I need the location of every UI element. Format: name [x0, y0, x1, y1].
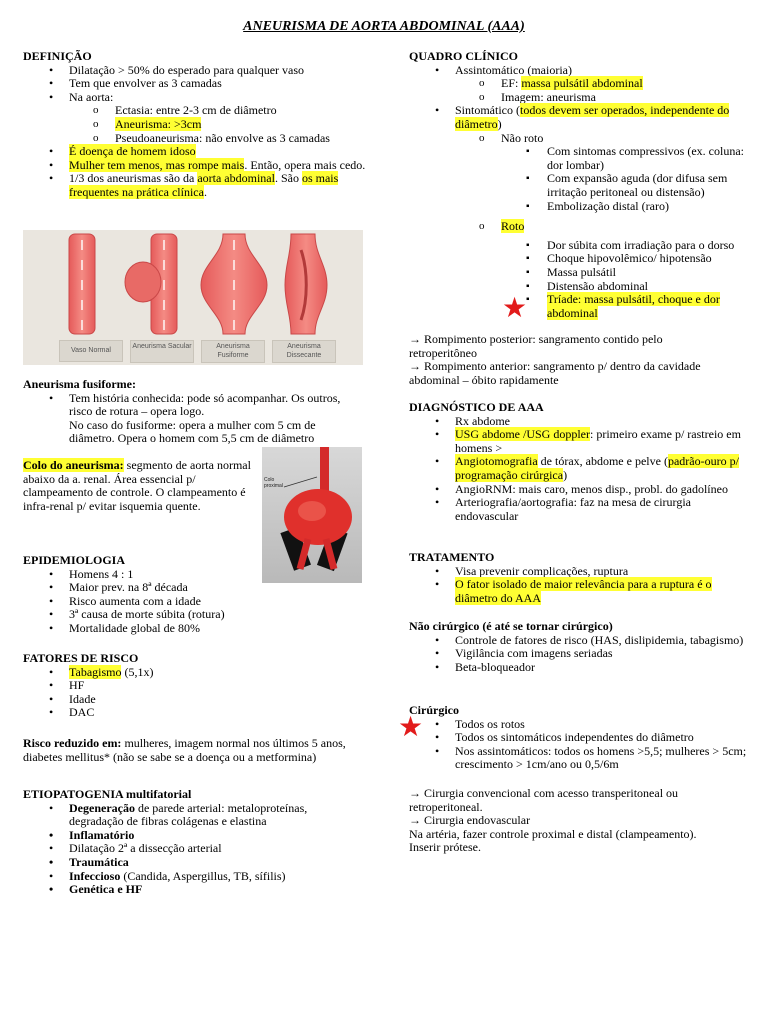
list-item: ▪ Embolização distal (raro) — [409, 200, 749, 214]
list-item: o Imagem: aneurisma — [409, 91, 749, 105]
list-item — [409, 220, 749, 234]
fatores-heading: FATORES DE RISCO — [23, 651, 139, 665]
figure-label: Aneurisma Sacular — [130, 340, 194, 363]
list-item: • Maior prev. na 8ª década — [23, 581, 363, 595]
risco-paragraph: Risco reduzido em: mulheres, imagem normal nos últimos 5 anos, diabetes mellitus* (não se sabe se a doença ou a metformina) — [23, 736, 346, 764]
list-item: • Traumática — [23, 856, 363, 870]
highlight: Tríade: massa pulsátil, choque e dor abdominal — [547, 292, 720, 320]
list-item: • Genética e HF — [23, 883, 363, 897]
list-item: • 3ª causa de morte súbita (rotura) — [23, 608, 363, 622]
rompimento-notes — [409, 333, 729, 387]
fatores-section — [23, 652, 363, 720]
list-item: • 1/3 dos aneurismas são da aorta abdominal. São os mais frequentes na prática clínica. — [23, 172, 368, 199]
colo-label: Colo do aneurisma: — [23, 458, 124, 472]
list-item: o EF: massa pulsátil abdominal — [409, 77, 749, 91]
list-item: • Visa prevenir complicações, ruptura — [409, 565, 749, 579]
list-item: • Mulher tem menos, mas rompe mais. Então, opera mais cedo. — [23, 159, 368, 173]
list-item: • Inflamatório — [23, 829, 363, 843]
list-item: • AngioRNM: mais caro, menos disp., probl. do gadolíneo — [409, 483, 749, 497]
diagnostico-heading: DIAGNÓSTICO DE AAA — [409, 400, 544, 414]
etio-heading: ETIOPATOGENIA multifatorial — [23, 787, 192, 801]
vessel-saccular — [125, 234, 177, 334]
rompimento-anterior: → Rompimento anterior: sangramento p/ dentro da cavidade abdominal – óbito rapidamente — [409, 359, 701, 387]
list-item: • Dilatação 2ª a dissecção arterial — [23, 842, 363, 856]
colo-paragraph: Colo do aneurisma: segmento de aorta normal abaixo da a. renal. Área essencial p/ clampeamento de controle. O clampeamento é infra-renal p/ evitar isquemia quente. — [23, 458, 251, 513]
list-item: • Homens 4 : 1 — [23, 568, 363, 582]
aneurysm-types-figure — [23, 230, 363, 365]
highlight: padrão-ouro p/ programação cirúrgica — [455, 454, 739, 482]
cirurgico-heading: Cirúrgico — [409, 703, 459, 717]
highlight: Roto — [501, 219, 525, 234]
star-icon: ★ — [398, 712, 424, 743]
diagnostico-section — [409, 401, 749, 523]
list-item: • Tabagismo (5,1x) — [23, 666, 363, 680]
list-item: • DAC — [23, 706, 363, 720]
list-item: • Sintomático (todos devem ser operados, independente do diâmetro) — [409, 104, 749, 131]
tratamento-heading: TRATAMENTO — [409, 550, 495, 564]
list-item: • Todos os rotos — [409, 718, 749, 732]
star-icon: ★ — [502, 293, 528, 324]
figure-label: Vaso Normal — [59, 340, 123, 362]
list-item — [23, 118, 368, 132]
list-item: • É doença de homem idoso — [23, 145, 368, 159]
highlight: USG abdome /USG doppler — [455, 427, 590, 442]
list-item: • Mortalidade global de 80% — [23, 622, 363, 636]
list-item: • Arteriografia/aortografia: faz na mesa de cirurgia endovascular — [409, 496, 749, 523]
definicao-heading: DEFINIÇÃO — [23, 49, 92, 63]
list-item: • Degeneração de parede arterial: metaloproteínas, degradação de fibras colágenas e elastina — [23, 802, 363, 829]
list-item: • Infeccioso (Candida, Aspergillus, TB, sífilis) — [23, 870, 363, 884]
figure-label: Aneurisma Fusiforme — [201, 340, 265, 363]
figure-label: Aneurisma Dissecante — [272, 340, 336, 363]
list-item: • Nos assintomáticos: todos os homens >5,5; mulheres > 5cm; crescimento > 1cm/ano ou 0,5/6m — [409, 745, 749, 772]
highlight: Aneurisma: >3cm — [115, 116, 202, 131]
quadro-section — [409, 50, 749, 320]
risco-label: Risco reduzido em: — [23, 736, 122, 750]
highlight: Mulher tem menos, mas rompe mais — [69, 157, 245, 172]
list-item: ▪ Com expansão aguda (dor difusa sem irritação peritoneal ou distensão) — [409, 172, 749, 199]
definicao-section — [23, 50, 368, 200]
highlight: aorta abdominal — [197, 171, 275, 186]
list-item: • Rx abdome — [409, 415, 749, 429]
list-item: ▪ Dor súbita com irradiação para o dorso — [409, 239, 749, 253]
nao-cirurgico-section — [409, 620, 749, 674]
list-item: • HF — [23, 679, 363, 693]
list-item: ▪ Distensão abdominal — [409, 280, 749, 294]
list-item: o Pseudoaneurisma: não envolve as 3 camadas — [23, 132, 368, 146]
list-item: ▪ Massa pulsátil — [409, 266, 749, 280]
list-item: ▪ Com sintomas compressivos (ex. coluna: dor lombar) — [409, 145, 749, 172]
highlight: os mais frequentes na prática clínica — [69, 171, 339, 199]
list-item — [409, 578, 749, 605]
list-item: o Não roto — [409, 132, 749, 146]
highlight: massa pulsátil abdominal — [521, 76, 643, 91]
list-item: • Risco aumenta com a idade — [23, 595, 363, 609]
list-item: • Dilatação > 50% do esperado para qualquer vaso — [23, 64, 368, 78]
highlight: Angiotomografia — [455, 454, 538, 469]
tratamento-section — [409, 551, 749, 605]
list-item: • Tem história conhecida: pode só acompanhar. Os outros, risco de rotura – opera logo. No caso do fusiforme: opera a mulher com 5 cm de diâmetro. Opera o homem com 5,5 cm de diâmetro — [23, 392, 363, 446]
nao-cirurgico-heading: Não cirúrgico (é até se tornar cirúrgico) — [409, 619, 613, 633]
vessel-normal — [69, 234, 95, 334]
vessel-dissecting — [285, 234, 327, 334]
epidemiologia-heading: EPIDEMIOLOGIA — [23, 553, 126, 567]
epidemiologia-section — [23, 554, 363, 636]
list-item: • Tem que envolver as 3 camadas — [23, 77, 368, 91]
list-item: • Idade — [23, 693, 363, 707]
cirurgico-section — [409, 704, 749, 772]
list-item: ▪ Choque hipovolêmico/ hipotensão — [409, 252, 749, 266]
fusiforme-heading: Aneurisma fusiforme: — [23, 377, 136, 391]
list-item: • USG abdome /USG doppler: primeiro exame p/ rastreio em homens > — [409, 428, 749, 455]
highlight: O fator isolado de maior relevância para a ruptura é o diâmetro do AAA — [455, 577, 712, 605]
list-item: • Assintomático (maioria) — [409, 64, 749, 78]
list-item — [409, 293, 749, 320]
photo-label: Colo proximal — [264, 477, 283, 489]
list-item: • Beta-bloqueador — [409, 661, 749, 675]
rompimento-posterior: → Rompimento posterior: sangramento contido pelo retroperitôneo — [409, 332, 663, 360]
list-item: o Ectasia: entre 2-3 cm de diâmetro — [23, 104, 368, 118]
highlight: todos devem ser operados, independente do diâmetro — [455, 103, 730, 131]
list-item: • Angiotomografia de tórax, abdome e pelve (padrão-ouro p/ programação cirúrgica) — [409, 455, 749, 482]
list-item: • Todos os sintomáticos independentes do diâmetro — [409, 731, 749, 745]
quadro-heading: QUADRO CLÍNICO — [409, 49, 519, 63]
fusiforme-section — [23, 378, 363, 446]
cirurgia-notes: → Cirurgia convencional com acesso transperitoneal ou retroperitoneal. → Cirurgia endovascular Na artéria, fazer controle proximal e distal (clampeamento). Inserir prótese. — [409, 786, 697, 855]
list-item: • Na aorta: — [23, 91, 368, 105]
highlight: Tabagismo — [69, 664, 122, 679]
page-title: ANEURISMA DE AORTA ABDOMINAL (AAA) — [243, 19, 525, 34]
list-item: • Controle de fatores de risco (HAS, dislipidemia, tabagismo) — [409, 634, 749, 648]
etio-section — [23, 788, 363, 897]
highlight: doença de homem idoso — [79, 144, 196, 159]
vessel-fusiform — [201, 234, 267, 334]
list-item: • Vigilância com imagens seriadas — [409, 647, 749, 661]
